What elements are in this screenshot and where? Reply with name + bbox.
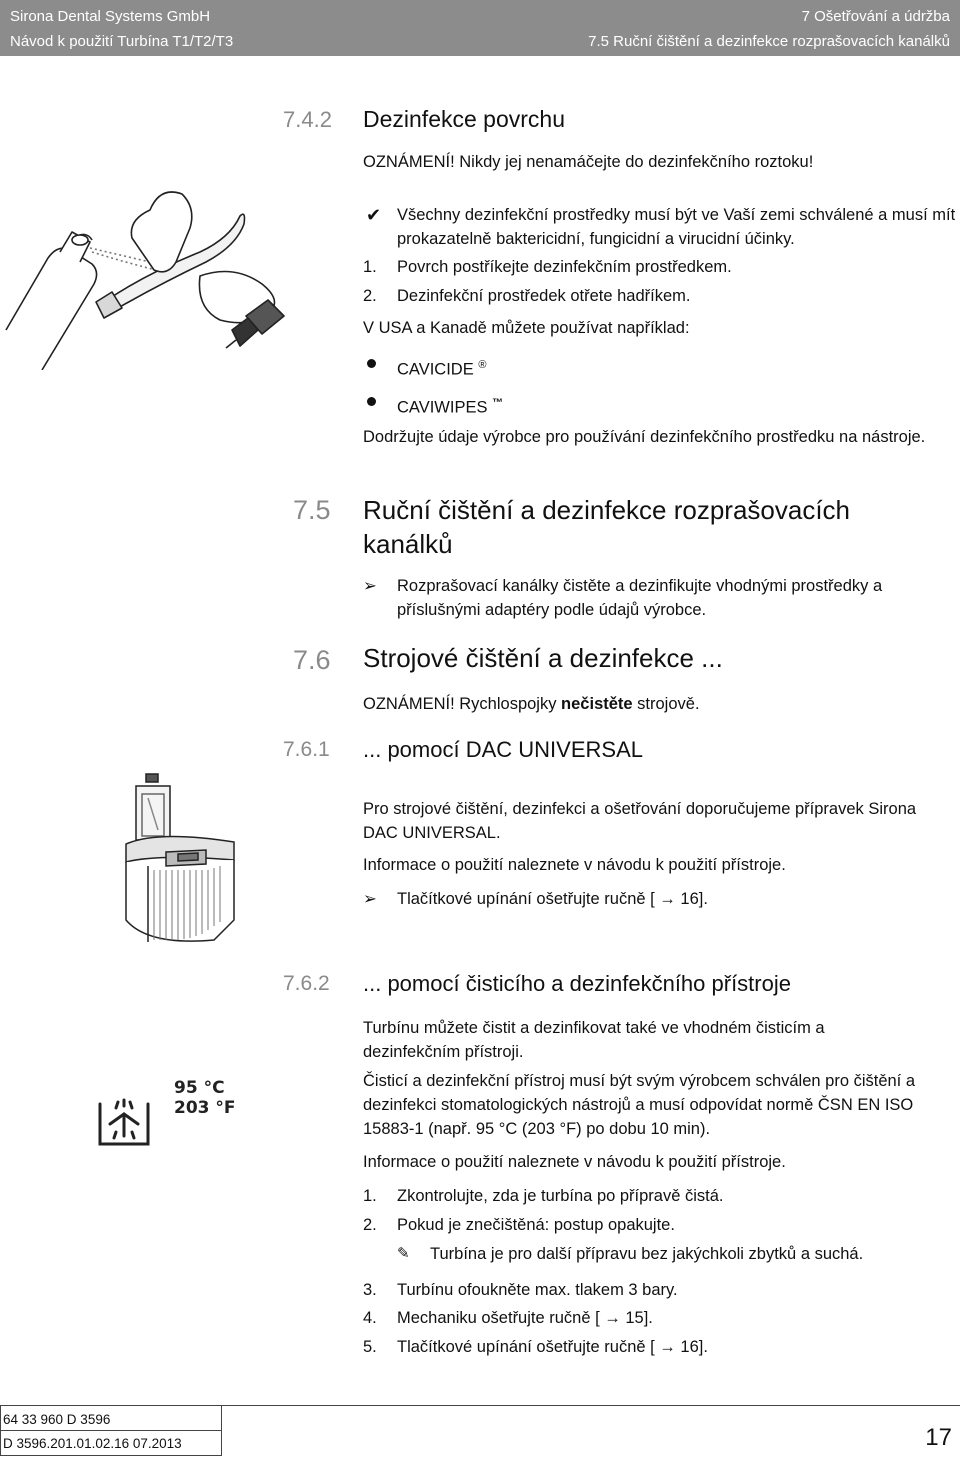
section-number-76: 7.6: [293, 645, 331, 675]
bullet-icon: [367, 359, 376, 368]
step-number-5: 5.: [363, 1338, 377, 1356]
notice-76: OZNÁMENÍ! Rychlospojky nečistěte strojově.: [363, 695, 700, 713]
section-number-75: 7.5: [293, 495, 331, 525]
notice-text: Nikdy jej nenamáčejte do dezinfekčního roztoku!: [454, 153, 814, 171]
bullet-icon: [367, 397, 376, 406]
section-number-761: 7.6.1: [283, 738, 330, 761]
check-mark-icon: ✔: [366, 205, 382, 225]
usa-canada-text: V USA a Kanadě můžete používat například:: [363, 319, 690, 337]
arrow-icon: ➢: [363, 577, 377, 595]
footer-doc-number: 64 33 960 D 3596: [3, 1412, 111, 1427]
step-text-4: Mechaniku ošetřujte ručně [ → 15].: [397, 1309, 653, 1327]
result-text: Turbína je pro další přípravu bez jakýchkoli zbytků a suchá.: [430, 1245, 864, 1263]
step-number-4: 4.: [363, 1309, 377, 1327]
washer-disinfector-symbol-icon: [96, 1098, 152, 1150]
product-cavicide: CAVICIDE ®: [397, 359, 487, 379]
dac-recommendation: Pro strojové čištění, dezinfekci a ošetřování doporučujeme přípravek Sirona DAC UNIVERSAL.: [363, 800, 917, 842]
step-number-2: 2.: [363, 287, 377, 305]
header-chapter: 7 Ošetřování a údržba: [801, 8, 950, 25]
step-text-1: Zkontrolujte, zda je turbína po přípravě čistá.: [397, 1187, 724, 1205]
arrow-icon: ➢: [363, 890, 377, 908]
washer-info-text: Informace o použití naleznete v návodu k použití přístroje.: [363, 1153, 786, 1171]
washer-intro: Turbínu můžete čistit a dezinfikovat také ve vhodném čisticím a dezinfekčním přístroji.: [363, 1019, 825, 1061]
notice-label: OZNÁMENÍ!: [363, 695, 455, 713]
temperature-fahrenheit: 203 °F: [174, 1098, 236, 1118]
dac-universal-device-illustration: [118, 770, 240, 950]
step-number-1: 1.: [363, 1187, 377, 1205]
step-text-2: Dezinfekční prostředek otřete hadříkem.: [397, 287, 691, 305]
step-number-2: 2.: [363, 1216, 377, 1234]
step-number-1: 1.: [363, 258, 377, 276]
dac-info-text: Informace o použití naleznete v návodu k použití přístroje.: [363, 856, 786, 874]
step-text-5: Tlačítkové upínání ošetřujte ručně [ → 16].: [397, 1338, 708, 1356]
manufacturer-note: Dodržujte údaje výrobce pro používání dezinfekčního prostředku na nástroje.: [363, 428, 926, 446]
section-title-762: ... pomocí čisticího a dezinfekčního přístroje: [363, 971, 791, 996]
header-manual: Návod k použití Turbína T1/T2/T3: [10, 33, 234, 50]
header-section: 7.5 Ruční čištění a dezinfekce rozprašovacích kanálků: [588, 33, 950, 50]
temperature-celsius: 95 °C: [174, 1078, 225, 1098]
step-number-3: 3.: [363, 1281, 377, 1299]
step-text-1: Povrch postříkejte dezinfekčním prostředkem.: [397, 258, 732, 276]
header-company: Sirona Dental Systems GmbH: [10, 8, 211, 25]
section-number-742: 7.4.2: [283, 107, 332, 132]
step-text-2: Pokud je znečištěná: postup opakujte.: [397, 1216, 675, 1234]
notice-742: [363, 150, 953, 174]
result-icon: ✎: [397, 1245, 410, 1262]
notice-label: OZNÁMENÍ!: [363, 153, 455, 171]
step-text-3: Turbínu ofoukněte max. tlakem 3 bary.: [397, 1281, 678, 1299]
section-title-742: Dezinfekce povrchu: [363, 106, 565, 132]
spray-channel-instruction: Rozprašovací kanálky čistěte a dezinfikujte vhodnými prostředky a příslušnými adaptéry podle údajů výrobce.: [397, 577, 883, 619]
handpiece-disinfection-illustration: [0, 180, 305, 370]
dac-action-text: Tlačítkové upínání ošetřujte ručně [ → 16].: [397, 890, 708, 908]
section-title-75: Ruční čištění a dezinfekce rozprašovacích kanálků: [363, 495, 851, 559]
washer-requirement: Čisticí a dezinfekční přístroj musí být svým výrobcem schválen pro čištění a dezinfekci stomatologických nástrojů a musí odpovídat normě ČSN EN ISO 15883-1 (např. 95 °C (203 °F) po dobu 10 min).: [363, 1072, 916, 1138]
requirement-text: Všechny dezinfekční prostředky musí být ve Vaší zemi schválené a musí mít prokazatelně baktericidní, fungicidní a virucidní účinky.: [397, 206, 956, 248]
page-number: 17: [925, 1424, 952, 1451]
section-title-761: ... pomocí DAC UNIVERSAL: [363, 737, 643, 762]
product-caviwipes: CAVIWIPES ™: [397, 397, 504, 417]
section-number-762: 7.6.2: [283, 972, 330, 995]
footer-doc-version: D 3596.201.01.02.16 07.2013: [3, 1436, 182, 1451]
section-title-76: Strojové čištění a dezinfekce ...: [363, 643, 723, 673]
